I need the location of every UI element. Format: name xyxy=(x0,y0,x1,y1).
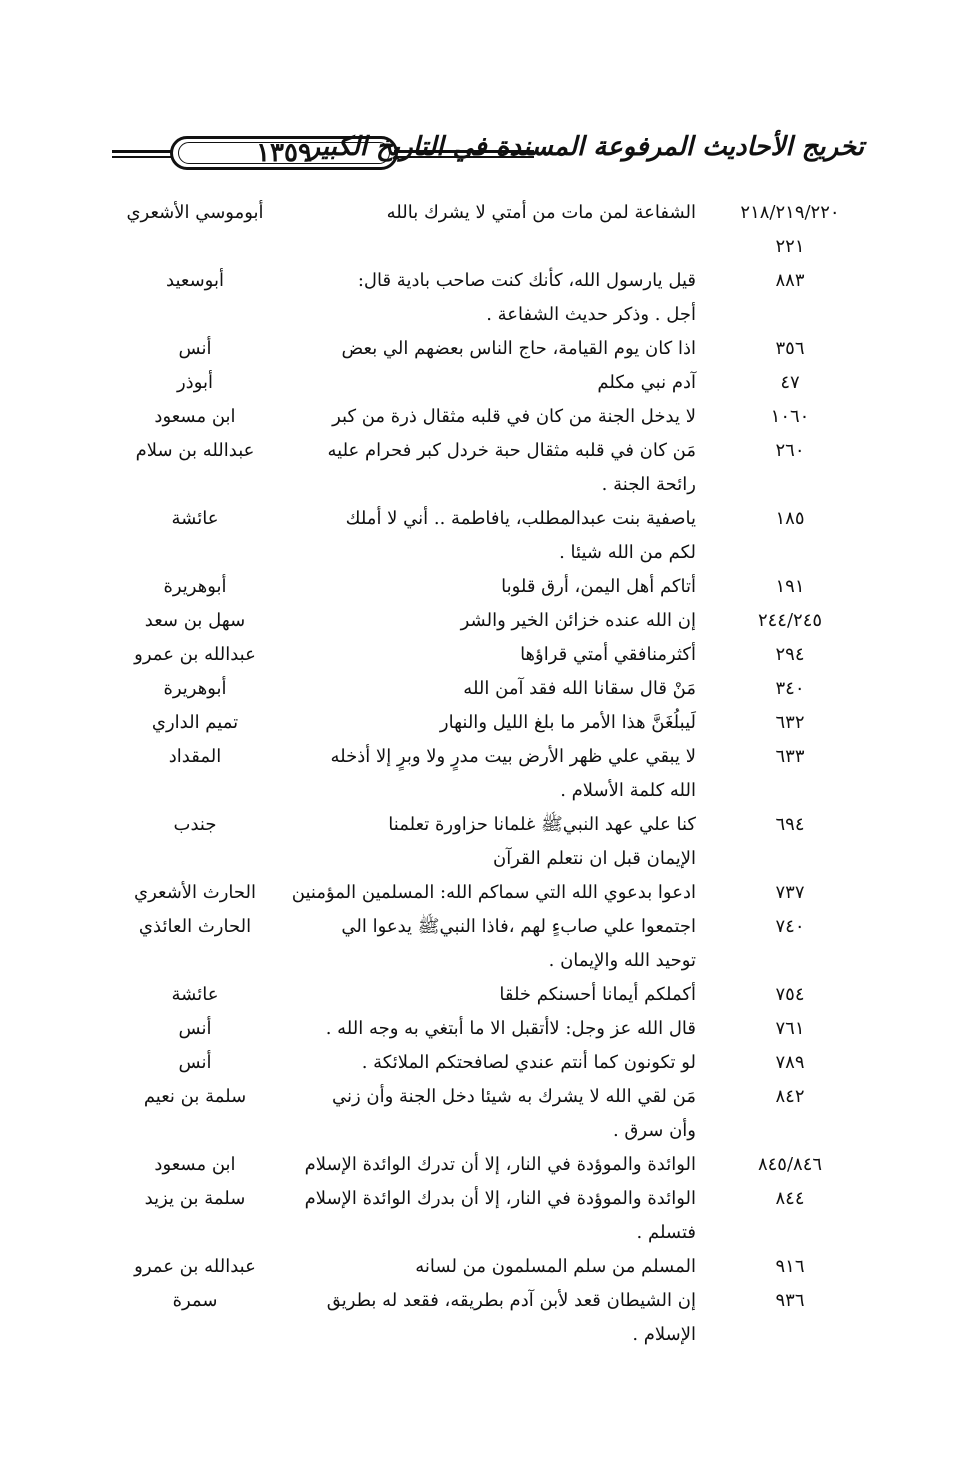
hadith-text: لَيبلُغَنَّ هذا الأمر ما بلغ الليل والنهار xyxy=(439,712,696,733)
table-row xyxy=(120,230,850,264)
hadith-number: ٤٧ xyxy=(780,372,800,393)
hadith-number: ٢٤٤/٢٤٥ xyxy=(757,610,823,631)
hadith-text: المسلم من سلم المسلمون من لسانه xyxy=(415,1256,696,1277)
narrator-name: المقداد xyxy=(168,746,222,767)
hadith-text: اجتمعوا علي صابءٍ لهم ،فاذا النبيﷺ يدعوا الي xyxy=(341,916,696,937)
table-row xyxy=(120,502,850,570)
hadith-text: قال الله عز وجل: لاأتقبل الا ما أبتغي به وجه الله . xyxy=(325,1018,696,1039)
narrator-name: أبوموسي الأشعري xyxy=(126,202,264,223)
table-row xyxy=(120,196,850,230)
table-row xyxy=(120,808,850,876)
hadith-number: ٨٤٢ xyxy=(775,1086,805,1107)
hadith-text: الشفاعة لمن مات من أمتي لا يشرك بالله xyxy=(386,202,696,223)
hadith-number: ٦٣٢ xyxy=(775,712,805,733)
hadith-text: رائحة الجنة . xyxy=(601,474,696,495)
hadith-text: لكم من الله شيئا . xyxy=(559,542,696,563)
table-row xyxy=(120,1182,850,1250)
narrator-name: سهل بن سعد xyxy=(144,610,246,631)
hadith-number: ٧٨٩ xyxy=(775,1052,805,1073)
hadith-number: ٢١٨/٢١٩/٢٢٠ xyxy=(740,202,840,223)
table-row xyxy=(120,332,850,366)
narrator-name: أبوهريرة xyxy=(163,678,227,699)
table-row xyxy=(120,1284,850,1352)
hadith-text: إن الله عنده خزائن الخير والشر xyxy=(460,610,696,631)
hadith-text: الإيمان قبل ان نتعلم القرآن xyxy=(493,848,696,869)
hadith-number: ٩٣٦ xyxy=(775,1290,805,1311)
hadith-number: ٨٤٤ xyxy=(775,1188,805,1209)
hadith-number: ٢٩٤ xyxy=(775,644,805,665)
narrator-name: أنس xyxy=(178,1052,212,1073)
hadith-text: أكملكم أيمانا أحسنكم خلقا xyxy=(499,984,696,1005)
narrator-name: سلمة بن يزيد xyxy=(144,1188,246,1209)
hadith-text: لو تكونون كما أنتم عندي لصافحتكم الملائكة . xyxy=(361,1052,696,1073)
hadith-number: ٨٤٥/٨٤٦ xyxy=(757,1154,823,1175)
hadith-number: ٩١٦ xyxy=(775,1256,805,1277)
hadith-text: ادعوا بدعوي الله التي سماكم الله: المسلمين المؤمنين xyxy=(291,882,696,903)
header-rule xyxy=(112,156,172,158)
hadith-number: ٧٣٧ xyxy=(775,882,805,903)
page-number: ١٣٥٩ xyxy=(256,138,312,168)
hadith-text: أكثرمنافقي أمتي قراؤها xyxy=(520,644,696,665)
hadith-number: ٣٥٦ xyxy=(775,338,805,359)
narrator-name: أنس xyxy=(178,1018,212,1039)
hadith-number: ٣٤٠ xyxy=(775,678,805,699)
header-rule xyxy=(112,150,172,153)
table-row xyxy=(120,876,850,910)
hadith-number: ٦٩٤ xyxy=(775,814,805,835)
hadith-text: الإسلام . xyxy=(632,1324,696,1345)
narrator-name: أبوهريرة xyxy=(163,576,227,597)
hadith-number: ٦٣٣ xyxy=(775,746,805,767)
narrator-name: أبوسعيد xyxy=(166,270,224,291)
hadith-text: الوائدة والموؤدة في النار، إلا أن تدرك الوائدة الإسلام xyxy=(304,1154,696,1175)
table-row xyxy=(120,604,850,638)
table-row xyxy=(120,570,850,604)
narrator-name: عبدالله بن عمرو xyxy=(134,644,256,665)
hadith-text: ياصفية بنت عبدالمطلب، يافاطمة .. أني لا أملك xyxy=(345,508,696,529)
hadith-text: أجل . وذكر حديث الشفاعة . xyxy=(486,304,696,325)
hadith-text: مَنْ قال سقانا الله فقد آمن الله xyxy=(463,678,696,699)
table-row xyxy=(120,400,850,434)
hadith-number: ١٨٥ xyxy=(775,508,805,529)
narrator-name: سمرة xyxy=(172,1290,218,1311)
narrator-name: تميم الداري xyxy=(151,712,239,733)
table-row xyxy=(120,1046,850,1080)
table-row xyxy=(120,740,850,808)
table-row xyxy=(120,978,850,1012)
hadith-text: وأن سرق . xyxy=(612,1120,696,1141)
narrator-name: ابن مسعود xyxy=(154,1154,236,1175)
hadith-number: ٧٦١ xyxy=(775,1018,805,1039)
hadith-number: ٢٢١ xyxy=(775,236,805,257)
hadith-text: إن الشيطان قعد لأبن آدم بطريقه، فقعد له بطريق xyxy=(326,1290,696,1311)
hadith-number: ١٩١ xyxy=(775,576,805,597)
page-title: تخريج الأحاديث المرفوعة المسندة في التاريخ الكبير xyxy=(307,132,864,162)
table-row xyxy=(120,1250,850,1284)
hadith-number: ٨٨٣ xyxy=(775,270,805,291)
table-row xyxy=(120,672,850,706)
hadith-text: اذا كان يوم القيامة، حاج الناس بعضهم الي بعض xyxy=(341,338,696,359)
hadith-text: قيل يارسول الله، كأنك كنت صاحب بادية قال: xyxy=(357,270,696,291)
narrator-name: عائشة xyxy=(171,508,219,529)
hadith-text: آدم نبي مكلم xyxy=(597,372,696,393)
table-row xyxy=(120,434,850,502)
table-row xyxy=(120,706,850,740)
hadith-table xyxy=(120,196,850,1352)
hadith-text: مَن كان في قلبه مثقال حبة خردل كبر فحرام عليه xyxy=(327,440,696,461)
narrator-name: الحارث الأشعري xyxy=(133,882,256,903)
narrator-name: أبوذر xyxy=(176,372,214,393)
table-row xyxy=(120,1148,850,1182)
narrator-name: أنس xyxy=(178,338,212,359)
page-header xyxy=(112,130,864,180)
hadith-number: ٧٥٤ xyxy=(775,984,805,1005)
hadith-text: لا يدخل الجنة من كان في قلبه مثقال ذرة من كبر xyxy=(332,406,696,427)
table-row xyxy=(120,1080,850,1148)
hadith-number: ١٠٦٠ xyxy=(770,406,810,427)
table-row xyxy=(120,366,850,400)
table-row xyxy=(120,910,850,978)
table-row xyxy=(120,1012,850,1046)
narrator-name: عائشة xyxy=(171,984,219,1005)
narrator-name: عبدالله بن سلام xyxy=(135,440,255,461)
narrator-name: جندب xyxy=(173,814,217,835)
narrator-name: ابن مسعود xyxy=(154,406,236,427)
narrator-name: الحارث العائذي xyxy=(138,916,252,937)
hadith-text: كنا علي عهد النبيﷺ غلمانا حزاورة تعلمنا xyxy=(388,814,696,835)
hadith-text: توحيد الله والإيمان . xyxy=(548,950,696,971)
table-row xyxy=(120,264,850,332)
hadith-text: الوائدة والموؤدة في النار، إلا أن بدرك الوائدة الإسلام xyxy=(304,1188,696,1209)
hadith-number: ٧٤٠ xyxy=(775,916,805,937)
hadith-text: الله كلمة الأسلام . xyxy=(560,780,696,801)
hadith-number: ٢٦٠ xyxy=(775,440,805,461)
narrator-name: سلمة بن نعيم xyxy=(143,1086,247,1107)
hadith-text: مَن لقي الله لا يشرك به شيئا دخل الجنة وأن زني xyxy=(331,1086,696,1107)
table-row xyxy=(120,638,850,672)
hadith-text: لا يبقي علي ظهر الأرض بيت مدرٍ ولا وبرٍ إلا أذخله xyxy=(330,746,696,767)
hadith-text: أتاكم أهل اليمن، أرق قلوبا xyxy=(501,576,696,597)
narrator-name: عبدالله بن عمرو xyxy=(134,1256,256,1277)
hadith-text: فتسلم . xyxy=(636,1222,696,1243)
